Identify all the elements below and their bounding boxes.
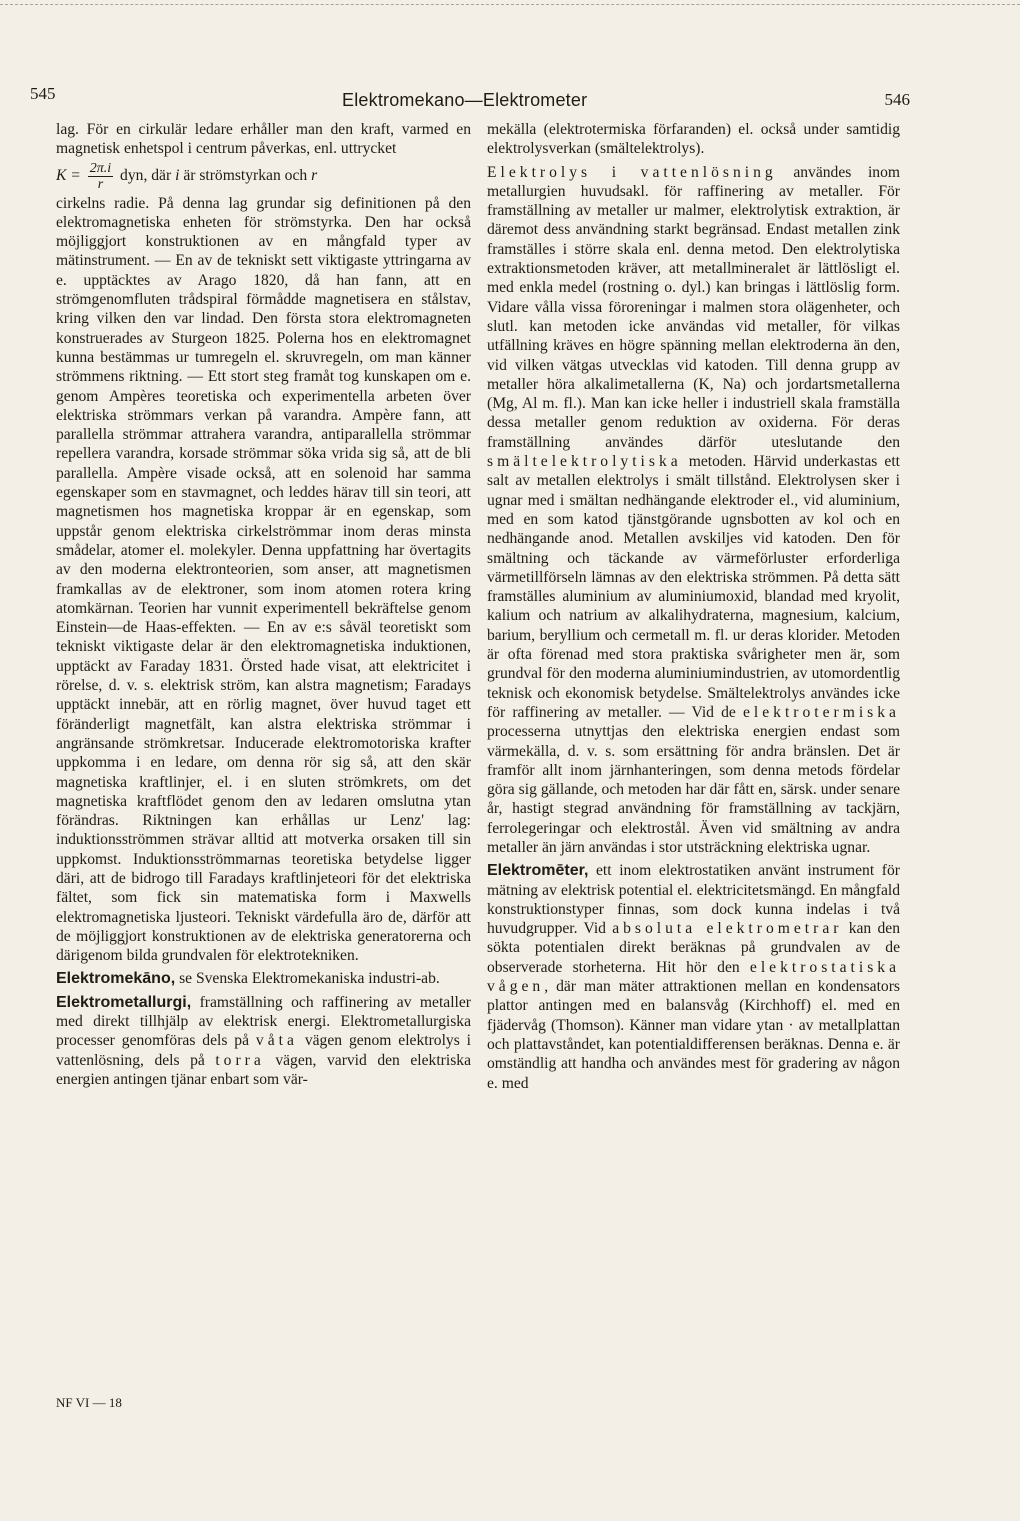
page-header [0, 84, 1020, 114]
entry-text: ett inom elektrostatiken använt instrument för mätning av elektrisk potential el. elektricitetsmängd. En mångfald konstruktionstyper finnas, som dock kunna indelas i två huvudgrupper. Vid [487, 862, 900, 938]
entry-text: vägen, varvid den elektriska energien antingen tjänar enbart som vär- [56, 1051, 471, 1088]
headword: Elektromekāno, [56, 970, 176, 988]
variable-i: i [175, 166, 180, 184]
entry-text: kan den sökta potentialen direkt beräknas på grundvalen av de observerade storheterna. Hit hör den [487, 920, 900, 976]
entry-elektromekano [56, 969, 471, 988]
spaced-term: smältelektrolytiska [487, 453, 682, 471]
running-title: Elektromekano—Elektrometer [342, 90, 588, 110]
paragraph-text: är strömstyrkan och [183, 166, 308, 184]
spaced-term: våta [255, 1032, 298, 1050]
formula-rhs: dyn, där [120, 166, 172, 184]
paragraph-text: mekälla (elektrotermiska förfaranden) el. också under samtidig elektrolysverkan (smältelektrolys). [487, 121, 900, 158]
entry-elektrometer [487, 861, 900, 1093]
left-column [56, 120, 471, 1089]
formula-lhs: K = [56, 166, 81, 184]
spaced-term: elektrotermiska [742, 703, 900, 721]
entry-text: se Svenska Elektromekaniska industri-ab. [179, 970, 440, 988]
formula-fraction [88, 161, 113, 192]
entry-text: framställning och raffinering av metaller med direkt tillhjälp av elektrisk energi. Elektrometallurgiska processer genomföras dels på [56, 993, 471, 1050]
spaced-term: absoluta elektrometrar [612, 920, 843, 938]
paragraph-text: metoden. Härvid underkastas ett salt av metallen elektrolys i smält tillstånd. Elektrolysen sker i ugnar med i smältan nedhängande elektroder el., vid aluminium, med en som katod tjänstgörande ugnsbotten av kol och en nedhängande anod. Metallen avskiljes vid katoden. Den för smältning och täckande av värmeförluster erforderliga värmetillförseln lämnas av den elektriska strömmen. På detta sätt framställes aluminium av aluminiumoxid, blandad med kryolit, kalium och natrium av alkalihydraterna, magnesium, kalcium, barium, beryllium och cermetall m. fl. ur deras klorider. Metoden är ofta förenad med stora praktiska svårigheter men är, som grundval för den moderna aluminiumindustrien, av utomordentlig teknisk och ekonomisk betydelse. Smältelektrolys användes icke för raffinering av metaller. — Vid de [487, 453, 900, 721]
paragraph-elektrolys [487, 163, 900, 858]
top-edge-rule [0, 4, 1020, 5]
entry-elektrometallurgi-continued [487, 120, 900, 159]
formula-denominator: r [97, 176, 104, 192]
paragraph-text: cirkelns radie. På denna lag grundar sig definitionen på den elektromagnetiska enheten för strömstyrka. Den har också möjliggjort konstruktionen av en mångfald typer av mätinstrument. — En av de tekniskt sett viktigaste yttringarna av e. upptäcktes av Arago 1820, då han fann, att en strömgenomfluten trådspiral förmådde magnetisera en stålstav, kring vilken den var lindad. Den första stora elektromagneten konstruerades av Sturgeon 1825. Polerna hos en elektromagnet kunna bestämmas ur tumregeln el. skruvregeln, om man känner strömmens riktning. — Ett stort steg framåt tog kunskapen om e. genom Ampères teoretiska och experimentella arbeten över elektriska strömmars verkan på varandra. Ampère fann, att parallella strömmar attrahera varandra, antiparallella strömmar repellera varandra, korsade strömmar söka vrida sig så, att de bli parallella. Ampère visade också, att en solenoid har samma egenskaper som en stavmagnet, och leddes härav till sin teori, att magnetismen hos magnetiska kroppar är en egenskap, som uppstår genom elektriska cirkelströmmar inom deras minsta smådelar, atomer el. molekyler. Denna uppfattning har övertagits av den moderna elektronteorien, som anser, att magnetismen framkallas av de elektroner, som inom atomen rotera kring atomkärnan. Teorien har vunnit experimentell bekräftelse genom Einstein—de Haas-effekten. — En av e:s såväl teoretiskt som tekniskt viktigaste delar är den elektromagnetiska induktionen, upptäckt av Faraday 1831. Örsted hade visat, att elektricitet i rörelse, d. v. s. elektrisk ström, kan alstra magnetism; Faradays upptäckt innebär, att en rörlig magnet, över huvud taget ett föränderligt magnetfält, kan alstra elektriska strömmar i angränsande strömkretsar. Inducerade elektromotoriska krafter uppkomma i en ledare, om denna rör sig så, att den skär magnetiska kraftlinjer, el. i en sluten strömkrets, om det magnetiska kraftflödet genom den av ledaren omslutna ytan förändras. Riktningen kan erhållas ur Lenz' lag: induktionsströmmen strävar alltid att motverka orsaken till sin uppkomst. Induktionsströmmarnas teoretiska betydelse ligger däri, att de bidrogo till Faradays kraftlinjeteori för det elektriska fältet, som fick sin matematiska form i Maxwells elektromagnetiska ljusteori. Tekniskt värdefulla äro de, därför att de möjliggjort konstruktionen av de elektriska generatorerna och därigenom bilda grundvalen för elektrotekniken. [56, 194, 471, 965]
headword: Elektromēter, [487, 862, 589, 880]
headword: Elektrometallurgi, [56, 993, 192, 1011]
formula-numerator: 2π.i [89, 160, 112, 176]
entry-elektrometallurgi [56, 993, 471, 1089]
entry-text: vägen genom elektrolys i vattenlösning, dels på [56, 1032, 471, 1069]
entry-text: , där man mäter attraktionen mellan en kondensators plattor antingen med en balansvåg (Kirchhoff) el. med en fjädervåg (Thomson). Känner man vidare ytan · av metallplattan och plattavståndet, kan potentialdifferensen beräknas. Denna e. är omständlig att handha och användes mest för gradering av någon e. med [487, 978, 900, 1092]
paragraph-text: lag. För en cirkulär ledare erhåller man den kraft, varmed en magnetisk enhetspol i centrum påverkas, enl. uttrycket [56, 121, 471, 158]
page-number-left: 545 [30, 84, 56, 103]
signature-mark: NF VI — 18 [56, 1395, 122, 1410]
variable-r: r [311, 166, 318, 184]
formula [56, 161, 471, 192]
spaced-term: torra [215, 1051, 265, 1069]
right-column [487, 120, 900, 1093]
spaced-term: Elektrolys i vattenlösning [487, 163, 777, 181]
paragraph-text: användes inom metallurgien huvudsakl. för raffinering av metaller. För framställning av metaller ur malmer, elektrolytisk extraktion, är däremot dess användning starkt begränsad. Endast metallen zink framställes i större skala enl. denna metod. Den elektrolytiska extraktionsmetoden kräver, att metallmineralet är lättlösligt el. med enkla medel (rostning o. dyl.) kan bringas i lättlöslig form. Vidare vålla vissa föroreningar i malmen stora olägenheter, och slutl. kan metoden icke användas vid metaller, för vilkas utfällning kräves en högre spänning mellan elektroderna än den, vid vilken vätgas utvecklas vid katoden. Till denna grupp av metaller höra alkalimetallerna (K, Na) och jordartsmetallerna (Mg, Al m. fl.). Man kan icke heller i industriell skala framställa dessa metaller genom reduktion av oxiderna. För deras framställning användes därför uteslutande den [487, 163, 901, 451]
spaced-term: elektrostatiska vågen [487, 958, 900, 996]
page-number-right: 546 [884, 90, 910, 109]
paragraph-text: processerna utnyttjas den elektriska energien endast som värmekälla, d. v. s. som ersättning för andra bränslen. Det är framför allt inom järnhanteringen, som denna metods fördelar göra sig gällande, och metoden har där fått en, särsk. under senare år, hastigt stegrad användning för framställning av tackjärn, ferrolegeringar och elektrostål. Även vid smältning av andra metaller än järn användas i stor utsträckning elektriska ugnar. [487, 723, 900, 856]
entry-elektromagnetism-continued [56, 120, 471, 965]
